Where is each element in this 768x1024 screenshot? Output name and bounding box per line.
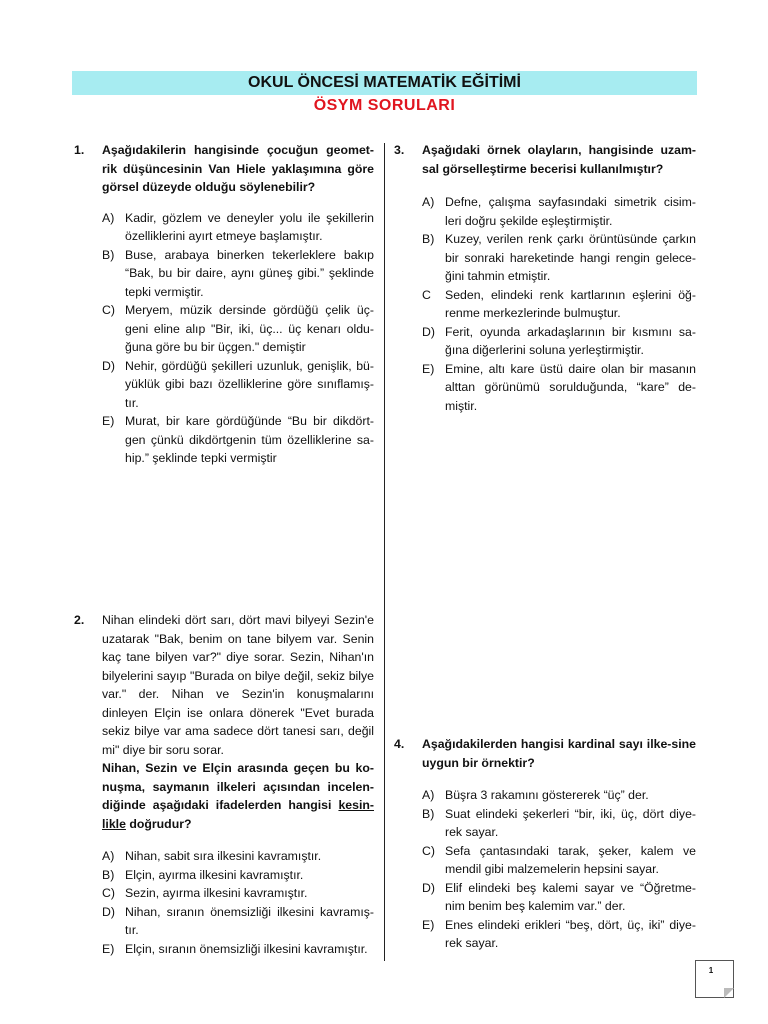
option-text: Elif elindeki beş kalemi sayar ve “Öğretme-nim benim beş kalemim var.” der.	[445, 880, 696, 913]
option-text: Buse, arabaya binerken tekerleklere bakıp “Bak, bu bir daire, aynı güneş gibi.” şeklinde tepki vermiştir.	[125, 247, 374, 299]
column-divider	[384, 143, 385, 961]
option-text: Meryem, müzik dersinde gördüğü çelik üç-geni eline alıp "Bir, iki, üç... üç kenarı oldu-ğuna göre bu bir üçgen." demiştir	[125, 303, 374, 354]
option-text: Ferit, oyunda arkadaşlarının bir kısmını sa-ğına diğerlerini soluna yerleştirmiştir.	[445, 324, 696, 357]
question-1	[74, 141, 374, 468]
option-e	[422, 360, 696, 416]
option-text: Büşra 3 rakamını göstererek “üç” der.	[445, 788, 649, 802]
option-letter: C)	[102, 886, 115, 900]
option-letter: C)	[102, 303, 115, 317]
option-letter: A)	[102, 849, 115, 863]
question-number: 3.	[394, 143, 405, 157]
option-letter: B)	[422, 806, 435, 821]
option-d	[102, 903, 374, 940]
option-letter: A)	[422, 788, 435, 802]
question-number: 4.	[394, 737, 405, 751]
option-letter: B)	[102, 247, 115, 262]
option-d	[422, 879, 696, 916]
option-letter: A)	[102, 210, 115, 225]
option-a	[422, 193, 696, 230]
option-text: Sezin, ayırma ilkesini kavramıştır.	[125, 886, 308, 900]
option-b	[102, 246, 374, 302]
question-4	[394, 735, 696, 953]
option-d	[422, 323, 696, 360]
option-text: Kuzey, verilen renk çarkı örüntüsünde çarkın bir sonraki hareketinde hangi rengin gelece-ğini tahmin etmiştir.	[445, 232, 696, 283]
page-title: OKUL ÖNCESİ MATEMATİK EĞİTİMİ	[248, 74, 521, 91]
option-text: Nihan, sıranın önemsizliği ilkesini kavramış-tır.	[125, 904, 374, 937]
option-letter: E)	[422, 361, 435, 376]
option-letter: B)	[422, 232, 435, 246]
option-text: Seden, elindeki renk kartlarının eşlerini öğ-renme merkezlerinde bulmuştur.	[445, 287, 696, 320]
question-passage: Nihan elindeki dört sarı, dört mavi bilyeyi Sezin'e uzatarak "Bak, benim on tane bilyem var. Senin kaç tane bilyen var?" diye sorar. Sezin, Nihan'ın bilyelerini sayıp "Burada on bilye değil, sekiz bilye var." der. Nihan ve Sezin'in konuşmalarını dinleyen Elçin ise onlara dönerek "Evet burada sekiz bilye var ama sadece dört tanesi sarı, değil mi" diye bir soru sorar.	[102, 613, 374, 757]
option-letter: C)	[422, 843, 435, 858]
option-text: Emine, altı kare üstü daire olan bir masanın alttan görünümü sorulduğunda, “kare” de-miştir.	[445, 361, 696, 413]
option-letter: E)	[102, 414, 115, 428]
option-letter: E)	[422, 917, 435, 932]
question-number: 1.	[74, 143, 85, 157]
option-text: Defne, çalışma sayfasındaki simetrik cisim-leri doğru şekilde eşleştirmiştir.	[445, 195, 696, 228]
question-3	[394, 141, 696, 415]
option-text: Nihan, sabit sıra ilkesini kavramıştır.	[125, 849, 322, 863]
question-stem: Aşağıdakilerin hangisinde çocuğun geomet-rik düşüncesinin Van Hiele yaklaşımına göre görsel düzeyde olduğu söylenebilir?	[102, 143, 374, 194]
option-a	[102, 209, 374, 246]
option-text: Enes elindeki erikleri “beş, dört, üç, iki” diye-rek sayar.	[445, 917, 696, 950]
page-fold-icon	[724, 988, 734, 998]
option-c	[422, 286, 696, 323]
option-letter: E)	[102, 941, 115, 956]
option-b	[102, 866, 374, 885]
option-letter: D)	[422, 880, 435, 895]
option-c	[102, 301, 374, 357]
question-stem: Nihan, Sezin ve Elçin arasında geçen bu ko-nuşma, saymanın ilkeleri açısından incelen-diğinde aşağıdaki ifadelerden hangisi kesin- likle doğrudur?	[102, 761, 374, 831]
page-subtitle: ÖSYM SORULARI	[313, 97, 456, 114]
option-letter: D)	[102, 358, 115, 373]
option-c	[422, 842, 696, 879]
question-2	[74, 611, 374, 958]
option-text: Sefa çantasındaki tarak, şeker, kalem ve mendil gibi malzemelerin hepsini sayar.	[445, 843, 696, 876]
option-list	[422, 786, 696, 953]
option-c	[102, 884, 374, 903]
option-letter: B)	[102, 867, 115, 882]
option-list	[102, 847, 374, 958]
question-number: 2.	[74, 613, 85, 627]
option-e	[102, 412, 374, 468]
option-letter: D)	[102, 904, 115, 919]
option-text: Kadir, gözlem ve deneyler yolu ile şekillerin özelliklerini ayırt etmeye başlamıştır.	[125, 210, 374, 243]
option-d	[102, 357, 374, 413]
option-e	[422, 916, 696, 953]
option-text: Elçin, sıranın önemsizliği ilkesini kavramıştır.	[125, 941, 368, 956]
option-text: Murat, bir kare gördüğünde “Bu bir dikdört-gen çünkü dikdörtgenin tüm özelliklerine sa-hip.” şeklinde tepki vermiştir	[125, 414, 374, 465]
option-e	[102, 940, 374, 959]
option-list	[102, 209, 374, 468]
option-text: Suat elindeki şekerleri “bir, iki, üç, dört diye-rek sayar.	[445, 806, 696, 839]
option-b	[422, 805, 696, 842]
option-a	[422, 786, 696, 805]
page-number: 1	[708, 966, 714, 975]
option-text: Elçin, ayırma ilkesini kavramıştır.	[125, 867, 304, 882]
option-list	[422, 193, 696, 415]
option-text: Nehir, gördüğü şekilleri uzunluk, genişlik, bü-yüklük gibi bazı özelliklerine göre sınıflamış-tır.	[125, 358, 374, 410]
option-letter: C	[422, 287, 431, 302]
option-b	[422, 230, 696, 286]
option-letter: D)	[422, 324, 435, 339]
question-stem: Aşağıdaki örnek olayların, hangisinde uzam-sal görselleştirme becerisi kullanılmıştır?	[422, 143, 696, 176]
question-stem: Aşağıdakilerden hangisi kardinal sayı ilke-sine uygun bir örnektir?	[422, 737, 696, 770]
page-number-box	[695, 960, 734, 998]
option-letter: A)	[422, 195, 435, 209]
option-a	[102, 847, 374, 866]
